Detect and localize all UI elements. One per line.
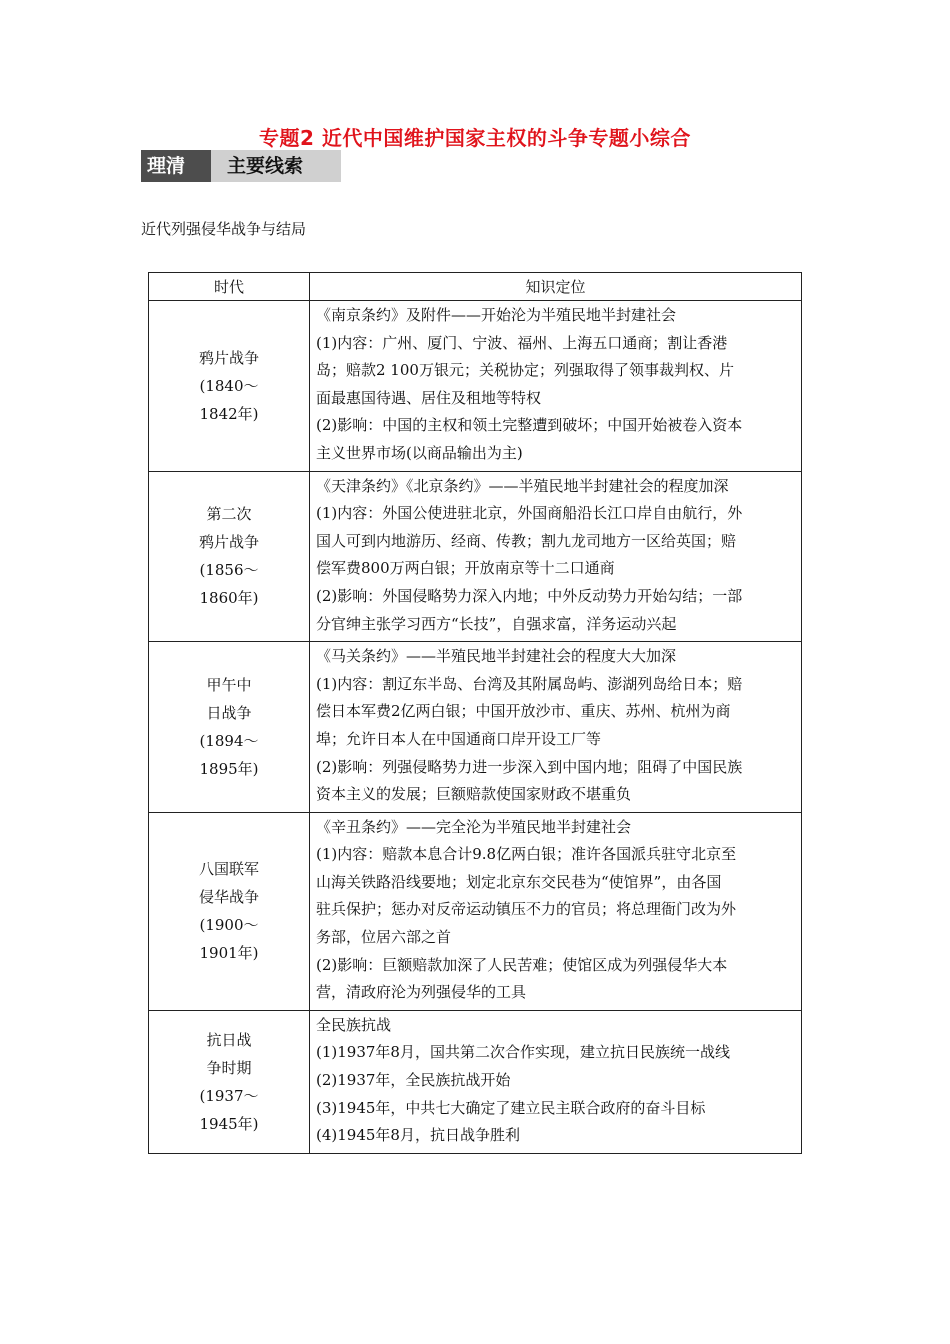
knowledge-line: 营，清政府沦为列强侵华的工具 [316, 983, 527, 1002]
era-cell [149, 471, 310, 642]
era-text: 1945年) [199, 1114, 259, 1133]
era-text: 日战争 [206, 703, 252, 722]
era-text: (1840～ [199, 376, 259, 395]
era-text: 1860年) [199, 589, 259, 608]
table-row [149, 471, 802, 642]
knowledge-line: 面最惠国待遇、居住及租地等特权 [316, 388, 542, 407]
knowledge-line: (2)1937年，全民族抗战开始 [316, 1071, 511, 1090]
knowledge-line: 分官绅主张学习西方“长技”，自强求富，洋务运动兴起 [316, 614, 677, 633]
banner-label-left: 理清 [141, 150, 211, 182]
era-text: (1937～ [199, 1086, 259, 1105]
knowledge-line: (1)1937年8月，国共第二次合作实现，建立抗日民族统一战线 [316, 1043, 730, 1062]
knowledge-line: (1)内容：外国公使进驻北京，外国商船沿长江口岸自由航行，外 [316, 504, 743, 523]
era-cell [149, 812, 310, 1010]
era-text: 侵华战争 [198, 888, 259, 907]
knowledge-line: 山海关铁路沿线要地；划定北京东交民巷为“使馆界”，由各国 [316, 872, 722, 891]
header-era: 时代 [149, 273, 310, 301]
knowledge-line: (1)内容：赔款本息合计9.8亿两白银；准许各国派兵驻守北京至 [316, 845, 737, 864]
page-title: 专题2 近代中国维护国家主权的斗争专题小综合 [259, 126, 691, 150]
table-header-row [149, 273, 802, 301]
knowledge-line: 岛；赔款2 100万银元；关税协定；列强取得了领事裁判权、片 [316, 361, 734, 380]
knowledge-line: 资本主义的发展；巨额赔款使国家财政不堪重负 [316, 785, 632, 804]
knowledge-line: (2)影响：巨额赔款加深了人民苦难；使馆区成为列强侵华大本 [316, 955, 728, 974]
knowledge-line: 偿日本军费2亿两白银；中国开放沙市、重庆、苏州、杭州为商 [316, 702, 731, 721]
era-text: 鸦片战争 [198, 348, 259, 367]
knowledge-line: 《天津条约》《北京条约》——半殖民地半封建社会的程度加深 [316, 476, 729, 495]
knowledge-line: (2)影响：列强侵略势力进一步深入到中国内地；阻碍了中国民族 [316, 757, 743, 776]
table-row [149, 301, 802, 472]
knowledge-line: (1)内容：广州、厦门、宁波、福州、上海五口通商；割让香港 [316, 333, 728, 352]
knowledge-line: (1)内容：割辽东半岛、台湾及其附属岛屿、澎湖列岛给日本；赔 [316, 674, 743, 693]
table-row [149, 812, 802, 1010]
knowledge-line: 偿军费800万两白银；开放南京等十二口通商 [316, 559, 615, 578]
era-cell [149, 1010, 310, 1153]
knowledge-line: 埠；允许日本人在中国通商口岸开设工厂等 [316, 729, 602, 748]
era-text: 抗日战 [206, 1030, 252, 1049]
era-text: 1842年) [199, 404, 259, 423]
table-row [149, 642, 802, 813]
knowledge-line: 务部，位居六部之首 [316, 928, 452, 947]
section-banner [141, 150, 341, 182]
knowledge-line: 国人可到内地游历、经商、传教；割九龙司地方一区给英国；赔 [316, 531, 737, 550]
era-cell [149, 301, 310, 472]
knowledge-line: 主义世界市场(以商品输出为主) [316, 443, 523, 462]
knowledge-line: (3)1945年，中共七大确定了建立民主联合政府的奋斗目标 [316, 1098, 706, 1117]
wars-table [148, 272, 802, 1154]
knowledge-line: 《马关条约》——半殖民地半封建社会的程度大大加深 [316, 647, 677, 666]
knowledge-line: (4)1945年8月，抗日战争胜利 [316, 1126, 520, 1145]
knowledge-line: (2)影响：中国的主权和领土完整遭到破坏；中国开始被卷入资本 [316, 416, 743, 435]
banner-label-right: 主要线索 [211, 150, 341, 182]
knowledge-cell [310, 812, 802, 1010]
era-text: (1900～ [199, 916, 259, 935]
knowledge-line: (2)影响：外国侵略势力深入内地；中外反动势力开始勾结；一部 [316, 586, 743, 605]
table-caption: 近代列强侵华战争与结局 [141, 220, 307, 238]
knowledge-cell [310, 1010, 802, 1153]
knowledge-line: 驻兵保护；惩办对反帝运动镇压不力的官员；将总理衙门改为外 [316, 900, 737, 919]
header-knowledge: 知识定位 [310, 273, 802, 301]
era-text: 八国联军 [198, 860, 259, 879]
era-cell [149, 642, 310, 813]
knowledge-cell [310, 642, 802, 813]
era-text: 1901年) [199, 944, 259, 963]
era-text: 鸦片战争 [198, 533, 259, 552]
era-text: 第二次 [206, 505, 252, 524]
knowledge-cell [310, 301, 802, 472]
era-text: (1856～ [199, 561, 259, 580]
knowledge-cell [310, 471, 802, 642]
era-text: 1895年) [199, 759, 259, 778]
table-row [149, 1010, 802, 1153]
era-text: (1894～ [199, 731, 259, 750]
era-text: 甲午中 [206, 675, 252, 694]
knowledge-line: 《南京条约》及附件——开始沦为半殖民地半封建社会 [316, 306, 677, 324]
era-text: 争时期 [206, 1058, 252, 1077]
knowledge-line: 《辛丑条约》——完全沦为半殖民地半封建社会 [316, 817, 632, 836]
knowledge-line: 全民族抗战 [316, 1015, 392, 1034]
